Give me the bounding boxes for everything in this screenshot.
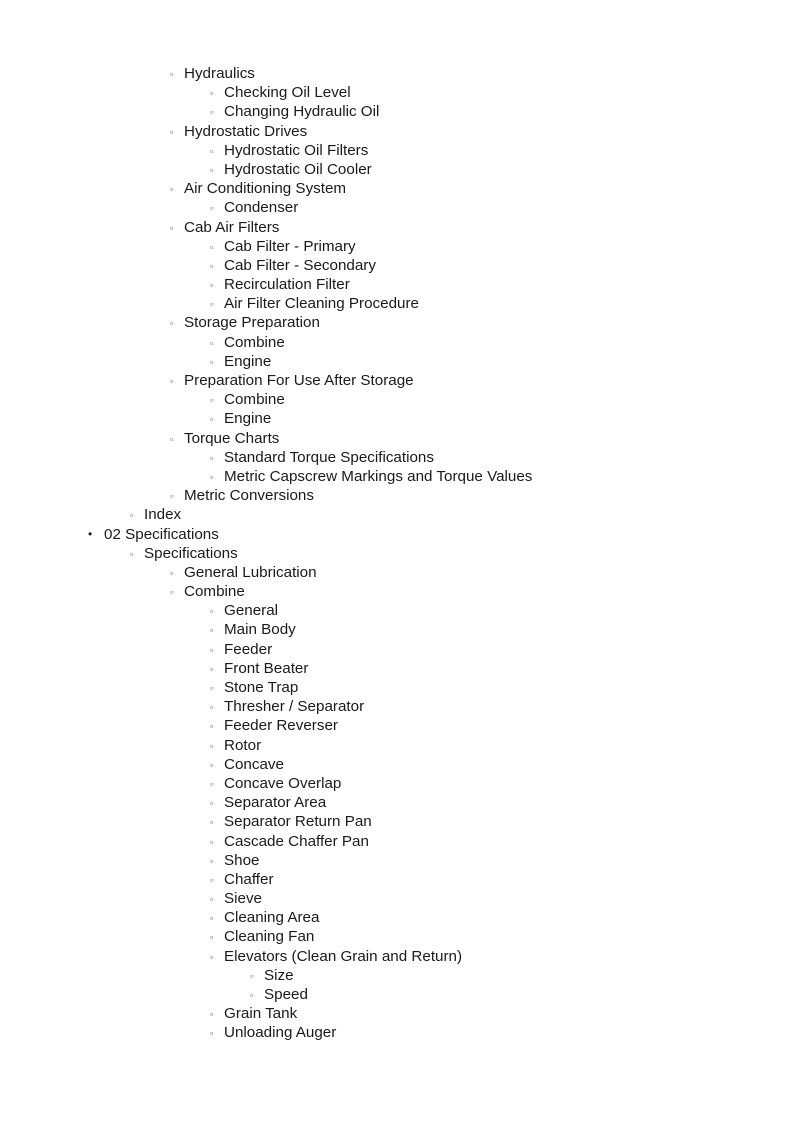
toc-entry-label: Hydrostatic Oil Filters [224,141,369,159]
toc-entry[interactable] [0,467,794,486]
toc-entry-label: Preparation For Use After Storage [184,372,414,389]
toc-entry-label: Cab Filter - Secondary [224,256,376,274]
square-bullet-icon: ▫ [210,721,214,732]
square-bullet-icon: ▫ [210,798,214,809]
toc-entry-label: Cleaning Area [224,909,320,927]
square-bullet-icon: ▫ [210,702,214,713]
square-bullet-icon: ▫ [210,88,214,99]
square-bullet-icon: ▫ [210,107,214,118]
toc-entry-label: Unloading Auger [224,1024,337,1042]
toc-entry-label: Engine [224,352,272,370]
square-bullet-icon: ▫ [210,337,214,348]
square-bullet-icon: ▫ [210,683,214,693]
toc-entry-label: Metric Conversions [184,487,314,505]
square-bullet-icon: ▫ [210,145,214,156]
toc-entry-label: Engine [224,410,272,428]
toc-entry[interactable] [0,736,794,755]
square-bullet-icon: ▫ [210,644,214,655]
square-bullet-icon: ▫ [210,740,214,751]
toc-entry[interactable] [0,313,794,332]
square-bullet-icon: ▫ [210,625,214,636]
toc-entry[interactable] [0,832,794,851]
toc-entry[interactable] [0,927,794,946]
square-bullet-icon: ▫ [170,567,174,578]
square-bullet-icon: ▫ [170,222,174,233]
toc-entry[interactable] [0,601,794,620]
toc-entry-label: Specifications [144,544,238,562]
square-bullet-icon: ▫ [250,990,254,1000]
square-bullet-icon: ▫ [210,874,214,885]
square-bullet-icon: ▫ [170,587,174,598]
toc-entry[interactable] [0,851,794,870]
toc-entry-label: Grain Tank [224,1005,298,1023]
toc-entry[interactable] [0,448,794,467]
square-bullet-icon: ▫ [210,356,214,367]
toc-entry[interactable] [0,870,794,889]
square-bullet-icon: ▫ [210,452,214,463]
toc-entry-label: Hydrostatic Drives [184,122,308,140]
square-bullet-icon: ▫ [210,913,214,924]
toc-entry-label: Sieve [224,890,262,908]
square-bullet-icon: ▫ [210,299,214,310]
toc-entry-label: Torque Charts [184,429,280,447]
toc-entry-label: Condenser [224,199,299,217]
toc-entry-label: Hydrostatic Oil Cooler [224,160,372,178]
toc-entry[interactable] [0,659,794,678]
toc-entry[interactable] [0,889,794,908]
toc-entry-label: Cleaning Fan [224,928,315,946]
toc-entry[interactable] [0,429,794,448]
toc-entry[interactable] [0,409,794,428]
toc-entry[interactable] [0,352,794,371]
square-bullet-icon: ▫ [210,203,214,214]
toc-entry[interactable] [0,390,794,409]
toc-entry-label: Cab Air Filters [184,218,280,236]
toc-entry-label: Combine [184,583,245,601]
toc-entry-label: Recirculation Filter [224,276,350,294]
square-bullet-icon: ▫ [170,126,174,137]
toc-entry[interactable] [0,256,794,275]
toc-entry-label: General Lubrication [184,563,317,581]
toc-entry[interactable] [0,966,794,985]
square-bullet-icon: ▫ [210,471,214,482]
toc-entry-label: Feeder [224,640,273,658]
toc-entry[interactable] [0,275,794,294]
toc-entry-label: Concave [224,755,284,773]
square-bullet-icon: ▫ [210,932,214,943]
toc-entry[interactable] [0,697,794,716]
toc-entry[interactable] [0,371,794,390]
toc-entry-label: Feeder Reverser [224,717,338,735]
toc-entry-label: Speed [264,986,308,1003]
toc-entry[interactable] [0,812,794,831]
square-bullet-icon: ▫ [210,414,214,425]
square-bullet-icon: ▫ [210,817,214,828]
toc-entry-label: General [224,602,279,620]
toc-entry[interactable] [0,947,794,966]
toc-entry[interactable] [0,774,794,793]
toc-entry-label: Rotor [224,736,262,754]
toc-entry[interactable] [0,563,794,582]
toc-entry[interactable] [0,582,794,601]
toc-entry-label: Cascade Chaffer Pan [224,832,369,850]
square-bullet-icon: ▫ [210,663,214,674]
toc-entry[interactable] [0,218,794,237]
square-bullet-icon: ▫ [170,69,174,79]
toc-entry-label: Stone Trap [224,679,299,696]
toc-entry-label: Separator Return Pan [224,813,372,831]
toc-entry-label: 02 Specifications [104,525,219,543]
toc-entry[interactable] [0,1004,794,1023]
toc-entry[interactable] [0,198,794,217]
toc-entry-label: Air Filter Cleaning Procedure [224,295,419,313]
square-bullet-icon: ▫ [210,836,214,847]
toc-entry-label: Changing Hydraulic Oil [224,103,380,121]
square-bullet-icon: ▫ [170,376,174,386]
toc-entry[interactable] [0,141,794,160]
square-bullet-icon: ▫ [210,260,214,271]
toc-entry-label: Separator Area [224,794,327,812]
square-bullet-icon: ▫ [170,491,174,502]
toc-entry[interactable] [0,544,794,563]
disc-bullet-icon: • [88,526,93,541]
toc-entry[interactable] [0,160,794,179]
toc-entry[interactable] [0,640,794,659]
toc-entry-label: Front Beater [224,659,309,677]
square-bullet-icon: ▫ [210,280,214,291]
toc-entry-label: Storage Preparation [184,314,320,332]
toc-entry[interactable] [0,505,794,524]
toc-entry-label: Air Conditioning System [184,180,347,198]
square-bullet-icon: ▫ [210,855,214,866]
square-bullet-icon: ▫ [210,241,214,252]
toc-entry[interactable] [0,333,794,352]
toc-entry[interactable] [0,620,794,639]
toc-entry[interactable] [0,122,794,141]
toc-entry-label: Cab Filter - Primary [224,237,356,255]
square-bullet-icon: ▫ [210,606,214,617]
toc-entry-label: Index [144,506,182,524]
toc-entry-label: Checking Oil Level [224,84,351,102]
toc-entry[interactable] [0,237,794,256]
toc-entry-label: Combine [224,391,285,409]
toc-entry-label: Concave Overlap [224,774,342,792]
square-bullet-icon: ▫ [210,1028,214,1039]
toc-entry-label: Combine [224,333,285,351]
toc-entry[interactable] [0,102,794,121]
toc-entry[interactable] [0,64,794,83]
square-bullet-icon: ▫ [170,433,174,444]
square-bullet-icon: ▫ [170,318,174,329]
square-bullet-icon: ▫ [210,164,214,175]
square-bullet-icon: ▫ [210,1009,214,1020]
toc-entry-label: Elevators (Clean Grain and Return) [224,947,463,965]
toc-entry[interactable] [0,908,794,927]
toc-entry[interactable] [0,525,794,544]
toc-entry[interactable] [0,793,794,812]
square-bullet-icon: ▫ [130,548,134,559]
square-bullet-icon: ▫ [210,778,214,789]
table-of-contents [0,64,794,1043]
square-bullet-icon: ▫ [210,951,214,962]
toc-entry[interactable] [0,83,794,102]
square-bullet-icon: ▫ [210,759,214,770]
toc-entry-label: Metric Capscrew Markings and Torque Values [224,467,533,485]
toc-entry-label: Thresher / Separator [224,698,365,716]
toc-entry[interactable] [0,985,794,1004]
toc-entry-label: Standard Torque Specifications [224,448,434,466]
square-bullet-icon: ▫ [210,894,214,905]
toc-entry-label: Shoe [224,851,260,869]
square-bullet-icon: ▫ [250,970,254,981]
toc-entry[interactable] [0,486,794,505]
toc-entry-label: Hydraulics [184,65,255,82]
toc-entry[interactable] [0,755,794,774]
toc-entry-label: Chaffer [224,870,274,888]
toc-entry[interactable] [0,179,794,198]
toc-entry[interactable] [0,678,794,697]
square-bullet-icon: ▫ [130,510,134,521]
square-bullet-icon: ▫ [170,184,174,195]
toc-entry-label: Size [264,966,294,984]
toc-entry-label: Main Body [224,621,296,639]
toc-entry[interactable] [0,1023,794,1042]
toc-entry[interactable] [0,294,794,313]
square-bullet-icon: ▫ [210,395,214,406]
toc-entry[interactable] [0,716,794,735]
